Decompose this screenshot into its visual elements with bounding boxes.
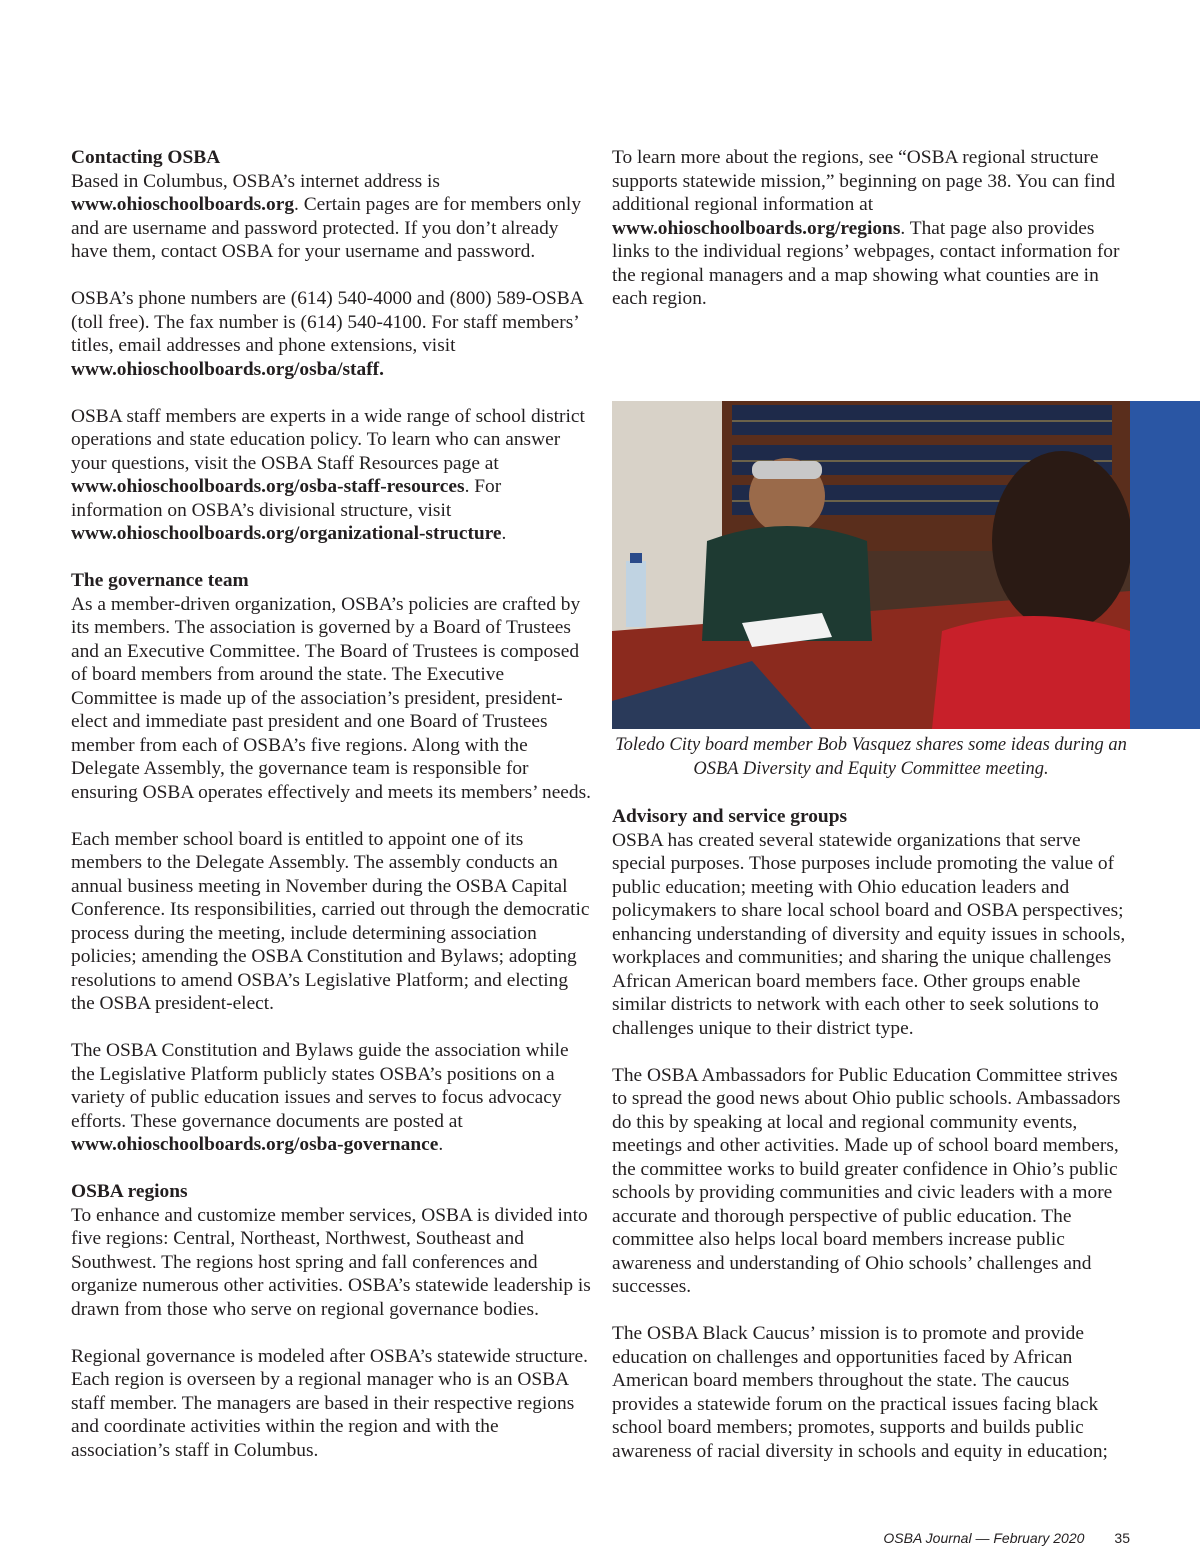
advisory-heading: Advisory and service groups — [612, 806, 848, 827]
photo-caption: Toledo City board member Bob Vasquez shares some ideas during an OSBA Diversity and Equity Committee meeting. — [615, 735, 1127, 779]
meeting-photo-illustration — [612, 401, 1130, 729]
publication-name: OSBA Journal — February 2020 — [883, 1530, 1085, 1546]
regions-link[interactable]: www.ohioschoolboards.org/regions — [612, 217, 901, 239]
governance-paragraph-1: As a member-driven organization, OSBA’s policies are crafted by its members. The association is governed by a Board of Trustees and an Executive Committee. The Board of Trustees is composed of board members from around the state. The Executive Committee is made up of the association’s president, president-elect and immediate past president and one Board of Trustees member from each of OSBA’s five regions. Along with the Delegate Assembly, the governance team is responsible for ensuring OSBA operates effectively and meets its members’ needs. — [71, 593, 591, 803]
page-number: 35 — [1114, 1530, 1130, 1546]
governance-paragraph-3: The OSBA Constitution and Bylaws guide the association while the Legislative Platform publicly states OSBA’s positions on a variety of public education issues and serves to focus advocacy efforts. These governance documents are posted at www.ohioschoolboards.org/osba-governance. — [71, 1040, 569, 1155]
regions-paragraph-1: To enhance and customize member services, OSBA is divided into five regions: Central, Northeast, Northwest, Southeast and Southwest. The regions host spring and fall conferences and organize numerous other activities. OSBA’s statewide leadership is drawn from those who serve on regional governance bodies. — [71, 1204, 591, 1320]
regions-heading: OSBA regions — [71, 1181, 188, 1202]
contacting-heading: Contacting OSBA — [71, 147, 221, 168]
advisory-paragraph-3: The OSBA Black Caucus’ mission is to promote and provide education on challenges and opportunities faced by African American board members throughout the state. The caucus provides a statewide forum on the practical issues facing black school board members; promotes, supports and builds public awareness of racial diversity in schools and equity in education; — [612, 1323, 1108, 1462]
governance-link[interactable]: www.ohioschoolboards.org/osba-governance — [71, 1134, 439, 1155]
advisory-paragraph-2: The OSBA Ambassadors for Public Education Committee strives to spread the good news about Ohio public schools. Ambassadors do this by speaking at local and regional community events, meetings and other activities. Made up of school board members, the committee works to build greater confidence in Ohio’s public schools by providing communities and civic leaders with a more accurate and thorough perspective of public education. The committee also helps local board members increase public awareness and understanding of Ohio schools’ challenges and successes. — [612, 1064, 1121, 1297]
meeting-photo — [612, 401, 1130, 729]
advisory-paragraph-1: OSBA has created several statewide organizations that serve special purposes. Those purposes include promoting the value of public education; meeting with Ohio education leaders and policymakers to share local school board and OSBA perspectives; enhancing understanding of diversity and equity issues in schools, workplaces and communities; and sharing the unique challenges African American board members face. Other groups enable similar districts to network with each other to seek solutions to challenges unique to their district type. — [612, 829, 1126, 1039]
organizational-structure-link[interactable]: www.ohioschoolboards.org/organizational-structure — [71, 523, 502, 544]
website-link[interactable]: www.ohioschoolboards.org — [71, 194, 295, 215]
governance-paragraph-2: Each member school board is entitled to appoint one of its members to the Delegate Assembly. The assembly conducts an annual business meeting in November during the OSBA Capital Conference. Its responsibilities, carried out through the democratic process during the meeting, include determining association policies; amending the OSBA Constitution and Bylaws; adopting resolutions to amend OSBA’s Legislative Platform; and electing the OSBA president-elect. — [71, 828, 590, 1014]
governance-heading: The governance team — [71, 570, 249, 591]
accent-tab — [1130, 401, 1200, 729]
staff-resources-link[interactable]: www.ohioschoolboards.org/osba-staff-resources — [71, 476, 465, 497]
contacting-paragraph-2: OSBA’s phone numbers are (614) 540-4000 and (800) 589-OSBA (toll free). The fax number is (614) 540-4100. For staff members’ titles, email addresses and phone extensions, visit www.ohioschoolboards.org/osba/staff. — [71, 288, 583, 380]
staff-link[interactable]: www.ohioschoolboards.org/osba/staff. — [71, 358, 384, 380]
page-footer — [830, 1530, 1130, 1546]
right-column-top — [612, 146, 1132, 334]
contacting-paragraph-1: Based in Columbus, OSBA’s internet address is www.ohioschoolboards.org. Certain pages are for members only and are username and password protected. If you don’t already have them, contact OSBA for your username and password. — [71, 170, 582, 262]
regions-paragraph-2: Regional governance is modeled after OSBA’s statewide structure. Each region is overseen by a regional manager who is an OSBA staff member. The managers are based in their respective regions and coordinate activities within the region and with the association’s staff in Columbus. — [71, 1345, 588, 1461]
advisory-section — [612, 805, 1132, 1463]
contacting-paragraph-3: OSBA staff members are experts in a wide range of school district operations and state education policy. To learn who can answer your questions, visit the OSBA Staff Resources page at www.ohioschoolboards.org/osba-staff-resources. For information on OSBA’s divisional structure, visit www.ohioschoolboards.org/organizational-structure. — [71, 405, 585, 544]
left-column — [71, 146, 591, 1462]
regions-paragraph-3: To learn more about the regions, see “OSBA regional structure supports statewide mission,” beginning on page 38. You can find additional regional information at www.ohioschoolboards.org/regions. That page also provides links to the individual regions’ webpages, contact information for the regional managers and a map showing what counties are in each region. — [612, 147, 1120, 309]
